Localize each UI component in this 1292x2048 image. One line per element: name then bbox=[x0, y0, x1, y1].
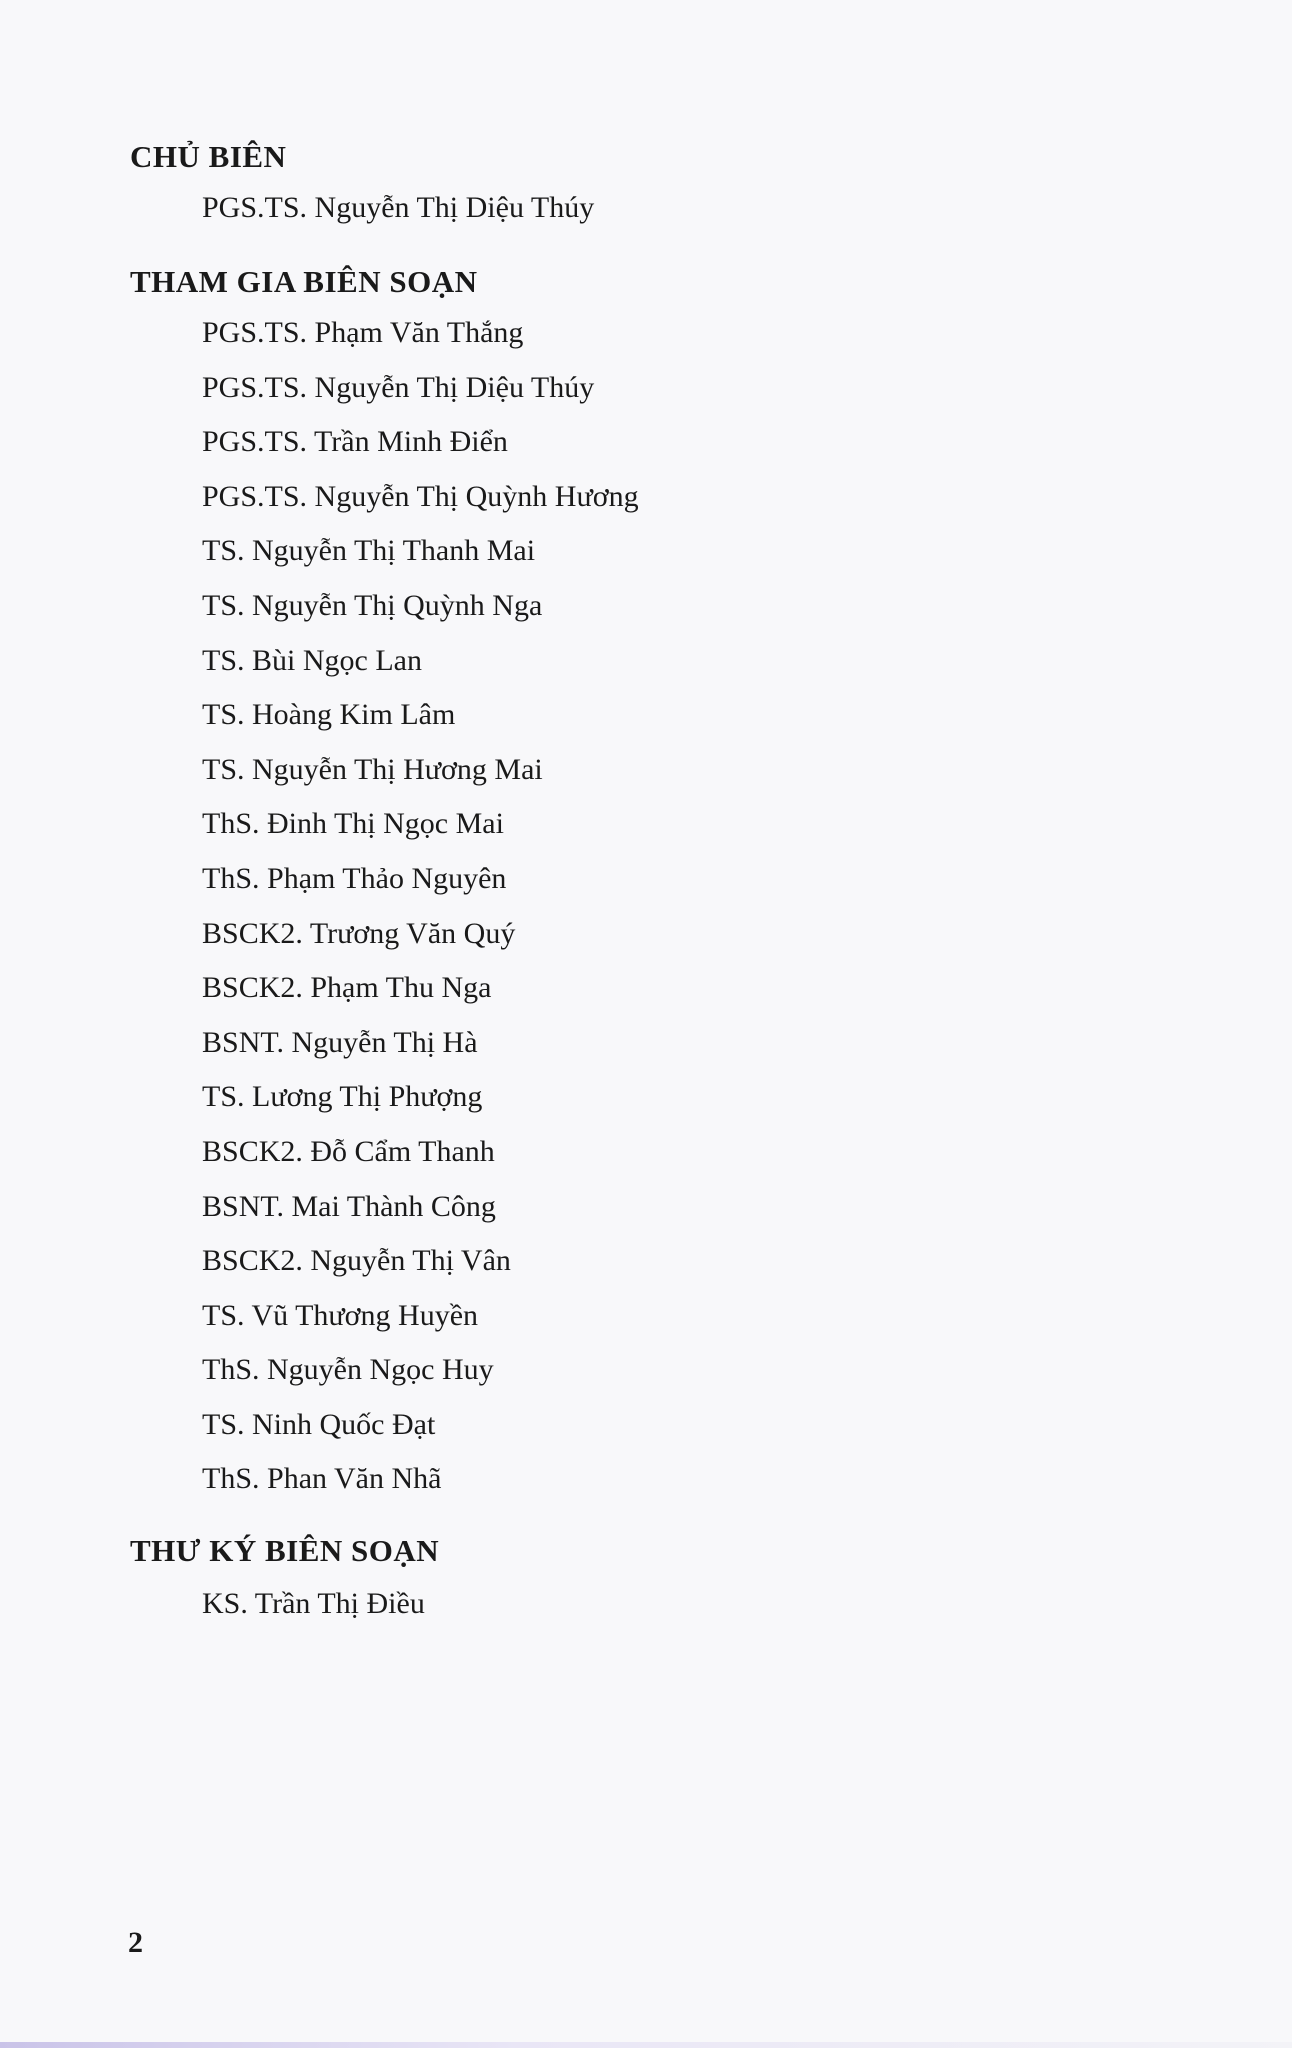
contributor-name: TS. Bùi Ngọc Lan bbox=[202, 643, 422, 677]
contributor-name: ThS. Phạm Thảo Nguyên bbox=[202, 861, 507, 895]
contributor-name: BSCK2. Nguyễn Thị Vân bbox=[202, 1244, 511, 1278]
contributor-name: BSCK2. Đỗ Cẩm Thanh bbox=[202, 1134, 495, 1168]
page-number: 2 bbox=[128, 1926, 143, 1959]
contributor-name: TS. Nguyễn Thị Quỳnh Nga bbox=[202, 588, 543, 622]
contributor-name: TS. Lương Thị Phượng bbox=[202, 1080, 483, 1114]
contributor-name: TS. Nguyễn Thị Thanh Mai bbox=[202, 534, 536, 568]
contributor-name: TS. Ninh Quốc Đạt bbox=[202, 1407, 436, 1441]
contributor-name: TS. Hoàng Kim Lâm bbox=[202, 698, 456, 732]
secretary-heading: THƯ KÝ BIÊN SOẠN bbox=[130, 1533, 440, 1568]
contributor-name: ThS. Phan Văn Nhã bbox=[202, 1462, 442, 1496]
contributor-name: PGS.TS. Phạm Văn Thắng bbox=[202, 316, 524, 349]
secretary-name: KS. Trần Thị Điều bbox=[202, 1587, 425, 1620]
contributor-name: PGS.TS. Nguyễn Thị Quỳnh Hương bbox=[202, 479, 639, 513]
contributors-heading: THAM GIA BIÊN SOẠN bbox=[130, 264, 478, 299]
contributor-name: PGS.TS. Trần Minh Điển bbox=[202, 425, 508, 459]
contributor-name: PGS.TS. Nguyễn Thị Diệu Thúy bbox=[202, 370, 595, 404]
contributor-name: ThS. Nguyễn Ngọc Huy bbox=[202, 1353, 494, 1387]
contributor-name: ThS. Đinh Thị Ngọc Mai bbox=[202, 807, 504, 841]
contributor-name: BSCK2. Trương Văn Quý bbox=[202, 916, 516, 950]
contributor-name: TS. Vũ Thương Huyền bbox=[202, 1298, 479, 1332]
contributor-name: BSNT. Mai Thành Công bbox=[202, 1189, 496, 1223]
editor-heading: CHỦ BIÊN bbox=[130, 139, 287, 174]
contributors-list bbox=[202, 306, 639, 1507]
contributor-name: TS. Nguyễn Thị Hương Mai bbox=[202, 752, 543, 786]
contributor-name: BSNT. Nguyễn Thị Hà bbox=[202, 1025, 478, 1059]
editor-name: PGS.TS. Nguyễn Thị Diệu Thúy bbox=[202, 191, 595, 224]
contributor-name: BSCK2. Phạm Thu Nga bbox=[202, 971, 492, 1005]
